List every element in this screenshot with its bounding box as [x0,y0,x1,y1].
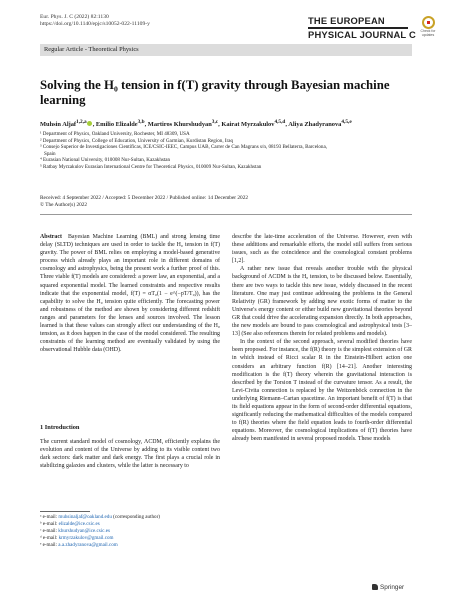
author-name: Muhsin Aljaf [40,121,77,129]
footnotes [40,511,220,549]
paper-title: Solving the H₀ tension in f(T) gravity through Bayesian machine learning [40,78,390,107]
footnote-rule [40,511,90,512]
affiliation-line: ³ Consejo Superior de Investigaciones Científicas, ICE/CSIC-IEEC, Campus UAB, Carrer de Can Magrans s/n, 08193 Bellaterra, Barcelona, [40,144,327,150]
paragraph: A rather new issue that reveals another trouble with the physical background of ΛCDM is the H₀ tension, to be discussed below. Essentially, there are two ways to tackle this new issue, widely discussed in the recent literature. One may just continue addressing the problems in the General Relativity (GR) framework by adding new exotic forms of matter to the Universe's energy content or either build new gravitational theories beyond GR that could drive the accelerating expansion directly. In both approaches, the new models are bound to pass cosmological and astrophysical tests [3–13] (See also references therein for related problems and models). [232,266,412,338]
email-link[interactable]: muhsinaljaf@oakland.edu [58,513,112,520]
doi-link[interactable]: https://doi.org/10.1140/epjc/s10052-022-11109-y [40,21,150,27]
header-divider [40,214,412,215]
footnote-label: ᶜ e-mail: [40,527,59,534]
email-link[interactable]: khurshudyan@ice.csic.es [58,527,110,534]
author-name: Aliya Zhadyranova [288,121,342,129]
author-list: Muhsin Aljaf$^{1,2,a}$ , Emilio Elizalde$^{3,b}$, Martiros Khurshudyan$^{3,c}$, Kairat Myrzakulov$^{4,5,d}$, Aliya Zhadyranova$^{4,5,e}$ [40,119,352,129]
footnote-label: ᵃ e-mail: [40,513,59,520]
author-affil: 3,c [211,119,219,125]
check-for-updates-badge[interactable] [418,16,438,38]
author-affil: 4,5,e [341,119,352,125]
footnote-label: ᵇ e-mail: [40,520,59,527]
abstract-label: Abstract [40,234,62,240]
right-column-text [232,233,412,443]
footnote-email [40,514,220,521]
crossmark-icon [422,16,435,29]
paragraph: describe the late-time acceleration of the Universe. However, even with these additions and remarkable efforts, the model still suffers from serious issues, such as the coincidence and the cosmological constant problems [1,2]. [232,234,412,265]
author-name: Emilio Elizalde [95,121,138,129]
section-heading-introduction: 1 Introduction [40,424,80,431]
citation-line: Eur. Phys. J. C (2022) 82:1130 [40,14,109,20]
email-link[interactable]: krmyrzakulov@gmail.com [58,534,114,541]
footnote-email [40,528,220,535]
publisher-name: Springer [380,584,405,591]
email-link[interactable]: a.a.zhadyranova@gmail.com [58,541,118,548]
footnote-email [40,521,220,528]
affiliation-line: ⁵ Ratbay Myrzakulov Eurasian International Centre for Theoretical Physics, 010009 Nur-Sultan, Kazakhstan [40,163,262,170]
journal-name-line1: THE EUROPEAN [308,15,385,26]
publication-dates [40,195,248,209]
journal-logo [308,16,416,40]
author-name: Kairat Myrzakulov [221,121,275,129]
orcid-icon[interactable] [87,121,92,126]
footnote-email [40,542,220,549]
affiliation-line: ¹ Department of Physics, Oakland University, Rochester, MI 48309, USA [40,131,190,137]
author-name: Martiros Khurshudyan [147,121,212,129]
author-affil: 1,2,a [76,119,87,125]
crossmark-text2: updates [421,33,435,37]
article-category: Regular Article - Theoretical Physics [40,44,412,56]
introduction-text: The current standard model of cosmology, ΛCDM, efficiently explains the evolution and content of the Universe by adding to its visible content two dark sectors: dark matter and dark energy. The first plays a crucial role in stabilizing galaxies and clusters, while the latter is necessary to [40,439,220,470]
publisher-logo [372,584,404,591]
footnote-email [40,535,220,542]
affiliation-line: ⁴ Eurasian National University, 010008 Nur-Sultan, Kazakhstan [40,157,171,163]
email-link[interactable]: elizalde@ice.csic.es [58,520,100,527]
copyright-line: © The Author(s) 2022 [40,201,88,208]
paragraph: In the context of the second approach, several modified theories have been proposed. For instance, the f(R) theory is the simplest extension of GR in which instead of Ricci scalar R in the Einstein-Hilbert action one considers an arbitrary function f(R) [14–21]. Another interesting modification is the f(T) theory wherein the gravitational interaction is described by the Torsion T instead of the curvature tensor. As a result, the Levi-Civita connection is replaced by the Weitzenböck connection in the underlying Riemann–Cartan spacetime. An important benefit of f(T) is that its field equations appear in the form of second-order differential equations, significantly reducing the mathematical difficulties of the models compared to f(R) theories where the field equation leads to fourth-order differential equations. Moreover, the cosmological implications of f(T) theories have already been manifested in several proposed models. These models [232,339,412,443]
citation-info [40,14,150,28]
crossmark-text1: Check for [420,29,436,33]
author-affil: 3,b [137,119,145,125]
author-affil: 4,5,d [274,119,286,125]
affiliations [40,131,420,170]
abstract-text: Bayesian Machine Learning (BML) and strong lensing time delay (SLTD) techniques are used in order to tackle the H₀ tension in f(T) gravity. The power of BML relies on employing a model-based generative process which already plays an important role in different domains of cosmology and astrophysics, being the present work a further proof of this. Three viable f(T) models are considered: a power law, an exponential, and a squared exponential model. The learned constraints and respective results indicate that the exponential model, f(T) = αT₀(1 − e^(−pT/T₀)), has the capability to solve the H₀ tension quite efficiently. The forecasting power and robustness of the method are shown by considering different redshift ranges and parameters for the lenses and sources involved. The lesson learned is that these values can strongly affect our understanding of the H₀ tension, as it does happen in the case of the model considered. The resulting constraints of the learning method are eventually validated by using the observational Hubble data (OHD). [40,234,220,354]
affiliation-line: ² Department of Physics, College of Education, University of Garmian, Kurdistan Region, Iraq [40,137,234,144]
abstract [40,233,220,354]
springer-horse-icon [372,584,378,590]
footnote-label: ᵈ e-mail: [40,534,59,541]
footnote-suffix: (corresponding author) [111,513,160,520]
affiliation-line: Spain [44,150,56,157]
footnote-label: ᵉ e-mail: [40,541,59,548]
dates-line: Received: 4 September 2022 / Accepted: 5 December 2022 / Published online: 14 December 2022 [40,195,248,201]
journal-name-line2: PHYSICAL JOURNAL C [308,28,416,40]
